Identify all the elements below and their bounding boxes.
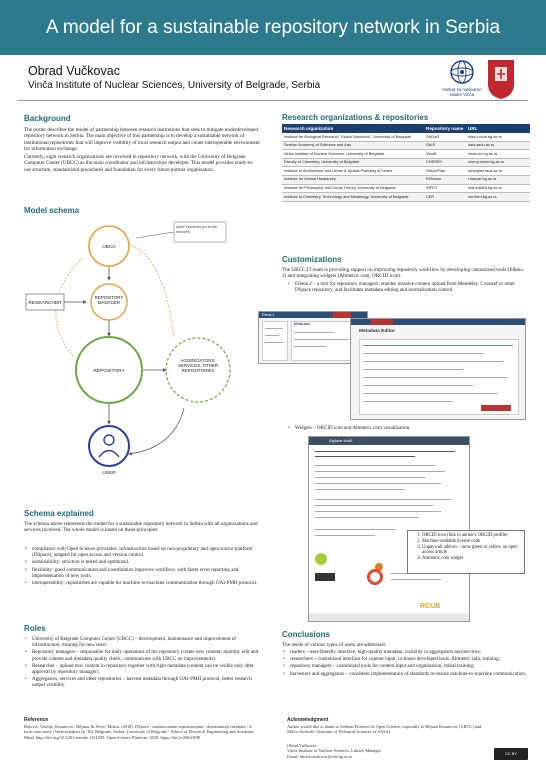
list-item: • Repository managers – responsible for daily operations of the repository (create new content; monitor, edit and provide content and metadata quality check; communicate with UBCC on improvements).: [24, 649, 260, 661]
license-badge-icon: [315, 573, 335, 581]
list-item: 2. Machine-readable license code: [422, 539, 521, 545]
repository-name-cell: DAIS: [424, 141, 466, 150]
organization-cell: Institute for Biological Research "Siniša Stanković", University of Belgrade: [282, 133, 424, 141]
customizations-intro: The UBCC IT team is providing support on improving repository workflow by developing customized tools (Ellena 2) and integrating widgets (Altmetric.com, ORCID icon).: [282, 267, 523, 280]
contact-role: Vinča Institute of Nuclear Sciences, Library Manager: [287, 748, 381, 754]
organizations-table-body: [282, 133, 530, 201]
contact-block: [287, 743, 487, 759]
acknowledgment-text: Author would like to thank to Serbian Pioneers of Open Science, especially to Biljana Kosanović (UBCC) and Milica Ševkušić (Institute of Technical Sciences of SASA).: [287, 724, 482, 735]
conclusions-intro: The needs of various types of users are addressed:: [282, 642, 387, 648]
schema-explained-intro: The schema above represents the model for a sustainable repository network in Serbia with all organizations and services involved. The whole model is based on these principles:: [24, 521, 258, 534]
column-header: Research organization: [282, 124, 424, 133]
repository-name-cell: RADaR: [424, 133, 466, 141]
repository-name-cell: VinaR: [424, 150, 466, 159]
cc-license-badge: CC BY: [494, 748, 528, 760]
ellena-app-name: Ellena 2: [262, 312, 275, 317]
author-name: Obrad Vučkovac: [28, 64, 120, 78]
list-item: 3. Unpaywall add-on – turns green or yellow on open access article: [422, 545, 521, 557]
user-label: USER: [102, 471, 116, 476]
model-schema-diagram: [24, 218, 244, 478]
manager-label: REPOSITORY MANAGER: [94, 295, 124, 305]
rcub-logo: RCUB: [420, 603, 441, 610]
list-item: • flexibility: good communication and coordination improves workflow, with faster error reporting and implementation of new tools.: [24, 567, 260, 579]
column-header: Repository name: [424, 124, 466, 133]
organization-cell: Serbian Academy of Sciences and Arts: [282, 141, 424, 150]
organization-cell: Institute of Chemistry, Technology and Metallurgy, University of Belgrade: [282, 193, 424, 202]
metalead-tab: MetaLead: [294, 322, 310, 326]
organization-cell: Institute for Philosophy and Social Theory, University of Belgrade: [282, 184, 424, 193]
conclusions-heading: Conclusions: [282, 630, 331, 639]
list-item: • Aggregators, services and other repositories – harvest metadata through OAI-PMH protocol, better research output visibility.: [24, 676, 260, 688]
repository-name-cell: RIStocar: [424, 175, 466, 184]
table-row: [282, 167, 530, 176]
schema-explained-heading: Schema explained: [24, 509, 94, 518]
header-divider: [18, 100, 528, 101]
customizations-list-1: [287, 281, 527, 294]
table-row: [282, 141, 530, 150]
list-item: • University of Belgrade Computer Center (UBCC) – development, maintenance and improvement of infrastructure, training for new users: [24, 636, 260, 648]
table-row: [282, 133, 530, 141]
organizations-table: [282, 124, 530, 202]
customizations-heading: Customizations: [282, 255, 342, 264]
url-cell[interactable]: r.istocar.bg.ac.rs: [466, 175, 530, 184]
list-item: • sustainability: structure is tested and optimized.: [24, 559, 260, 565]
author-affiliation: Vinča Institute of Nuclear Sciences, University of Belgrade, Serbia: [28, 80, 321, 91]
contact-name: Obrad Vučkovac: [287, 743, 317, 748]
vinar-record-screenshot: [308, 436, 470, 622]
list-item: • interoperability: repositories are capable for machine-to-machine communication through OAI-PMH protocol.: [24, 580, 260, 586]
researcher-label: RESEARCHER: [28, 301, 62, 306]
table-row: [282, 175, 530, 184]
table-row: [282, 158, 530, 167]
organization-cell: Institute for Animal Husbandry: [282, 175, 424, 184]
conclusions-list: [282, 649, 528, 678]
vinar-app-name: DIgitalne VinaR: [329, 438, 353, 443]
table-header-row: [282, 124, 530, 133]
organization-cell: Faculty of Chemistry, University of Belgrade: [282, 158, 424, 167]
url-cell[interactable]: rifdt.instifdt.bg.ac.rs: [466, 184, 530, 193]
poster-title: A model for a sustainable repository network in Serbia: [0, 0, 546, 55]
url-cell[interactable]: cherry.chem.bg.ac.rs: [466, 158, 530, 167]
list-item: 4. Altmetric.com widget: [422, 556, 521, 562]
list-item: • readers – user-friendly interface, high-quality metadata, visibility in aggregators and services;: [282, 649, 528, 655]
repository-name-cell: RAUmPlan: [424, 167, 466, 176]
contact-email[interactable]: Email: obrad.vuckovac@vin.bg.ac.rs: [287, 753, 353, 759]
background-heading: Background: [24, 114, 71, 123]
ubcc-to-aggregators-link: [132, 246, 174, 338]
url-cell[interactable]: vinar.vin.bg.ac.rs: [466, 150, 530, 159]
orcid-icon: [315, 553, 327, 565]
column-header: URL: [466, 124, 530, 133]
background-paragraph-1: The poster describes the model of partnership between research institutions that seek to mitigate underdeveloped repository network in Serbia. The main objective of this partnership is to develop a sustainable network of institutional repositories that will improve visibility of local research output and create interoperable environment for information exchange.: [24, 127, 260, 152]
principles-list: [24, 546, 260, 587]
list-item: • compliance with Open Science principles: infrastructure based on non-proprietary and open source platform (DSpace), adapted for open access and version control.: [24, 546, 260, 558]
repository-label: REPOSITORY: [93, 369, 125, 374]
list-item: • repository managers – customized tools for content input and organization, initial training;: [282, 663, 528, 669]
customizations-list-2: [287, 425, 527, 432]
organization-cell: Institute of Architecture and Urban & Spatial Planning of Serbia: [282, 167, 424, 176]
organization-cell: Vinča Institute of Nuclear Sciences, University of Belgrade: [282, 150, 424, 159]
table-row: [282, 193, 530, 202]
roles-heading: Roles: [24, 624, 46, 633]
acknowledgment-heading: Acknowledgment: [287, 717, 329, 723]
list-item: 1. ORCID icon (link to author's ORCID profile): [422, 533, 521, 539]
table-row: [282, 184, 530, 193]
aggregators-to-user-arrow: [129, 408, 184, 454]
university-crest-icon: [486, 58, 516, 100]
list-item: • researchers – customized interface for content input, in-house developed tools, Altmetric info, training;: [282, 656, 528, 662]
reference-heading: Reference: [24, 717, 49, 723]
url-cell[interactable]: cer.ihtm.bg.ac.rs: [466, 193, 530, 202]
repository-name-cell: RIFDT: [424, 184, 466, 193]
model-schema-heading: Model schema: [24, 206, 80, 215]
table-row: [282, 150, 530, 159]
user-node: [89, 426, 129, 466]
note-pointer-line: [136, 232, 174, 238]
ubcc-label: UBCC: [102, 245, 116, 250]
list-item: • Researcher – upload new content in repository together with right metadata (content can be visible only after approval by repository manager).: [24, 663, 260, 675]
list-item: • Ellena 2 – a tool for repository managers: enables massive content upload from Mendeley, Crossref or other DSpace repository, and facilitates metadata editing and normalization control.: [287, 281, 527, 293]
background-paragraph-2: Currently, eight research organizations are involved in repository network, with the University of Belgrade Computer Center (UBCC) as the main coordinator and infrastructure developer. This model provides ready-to-use structure, standardized procedures and foundation for every future partner organization.: [24, 154, 254, 173]
metadata-editor-title: Metadata Editor: [359, 329, 395, 334]
background-text: [24, 127, 260, 175]
url-cell[interactable]: raumplan.iaus.ac.rs: [466, 167, 530, 176]
reference-text: Bajović, Vasilije, Kosanović, Biljana, & Šević, Milica. (2018). DSpace - institucionalni repozitorijumi : diseminacija rezultata : A local case study (Version paper) (p. 30). Belgrade, Serbia: University of Belgrade - School of Electrical Engineering and Academic Mind. http://doi.org/10.5281/zenodo.1411259. Open Science Platform, 2018. https://bit.ly/2KbOJ8E: [24, 724, 255, 740]
repository-name-cell: CER: [424, 193, 466, 202]
roles-list: [24, 636, 260, 690]
widget-legend: [407, 530, 525, 574]
repository-name-cell: CHERRY: [424, 158, 466, 167]
institute-logo-text: Institut za nuklearne nauke Vinča: [442, 87, 482, 97]
url-cell[interactable]: ibiss-r.rcub.bg.ac.rs: [466, 133, 530, 141]
other-repositories-note: other repositories in the network: [176, 224, 218, 234]
url-cell[interactable]: dais.sanu.ac.rs: [466, 141, 530, 150]
list-item: • harvesters and aggregators – consistent implementation of standards to ensure machine-to-machine communication.: [282, 671, 528, 677]
ellena-screenshot-large: [350, 318, 526, 420]
altmetric-widget-icon: [367, 569, 383, 585]
list-item: • Widgets – ORCID icon and Altmetric.com visualization.: [287, 425, 527, 431]
organizations-heading: Research organizations & repositories: [282, 113, 429, 122]
aggregators-label: AGGREGATORS, SERVICES, OTHER REPOSITORIES: [178, 358, 218, 374]
